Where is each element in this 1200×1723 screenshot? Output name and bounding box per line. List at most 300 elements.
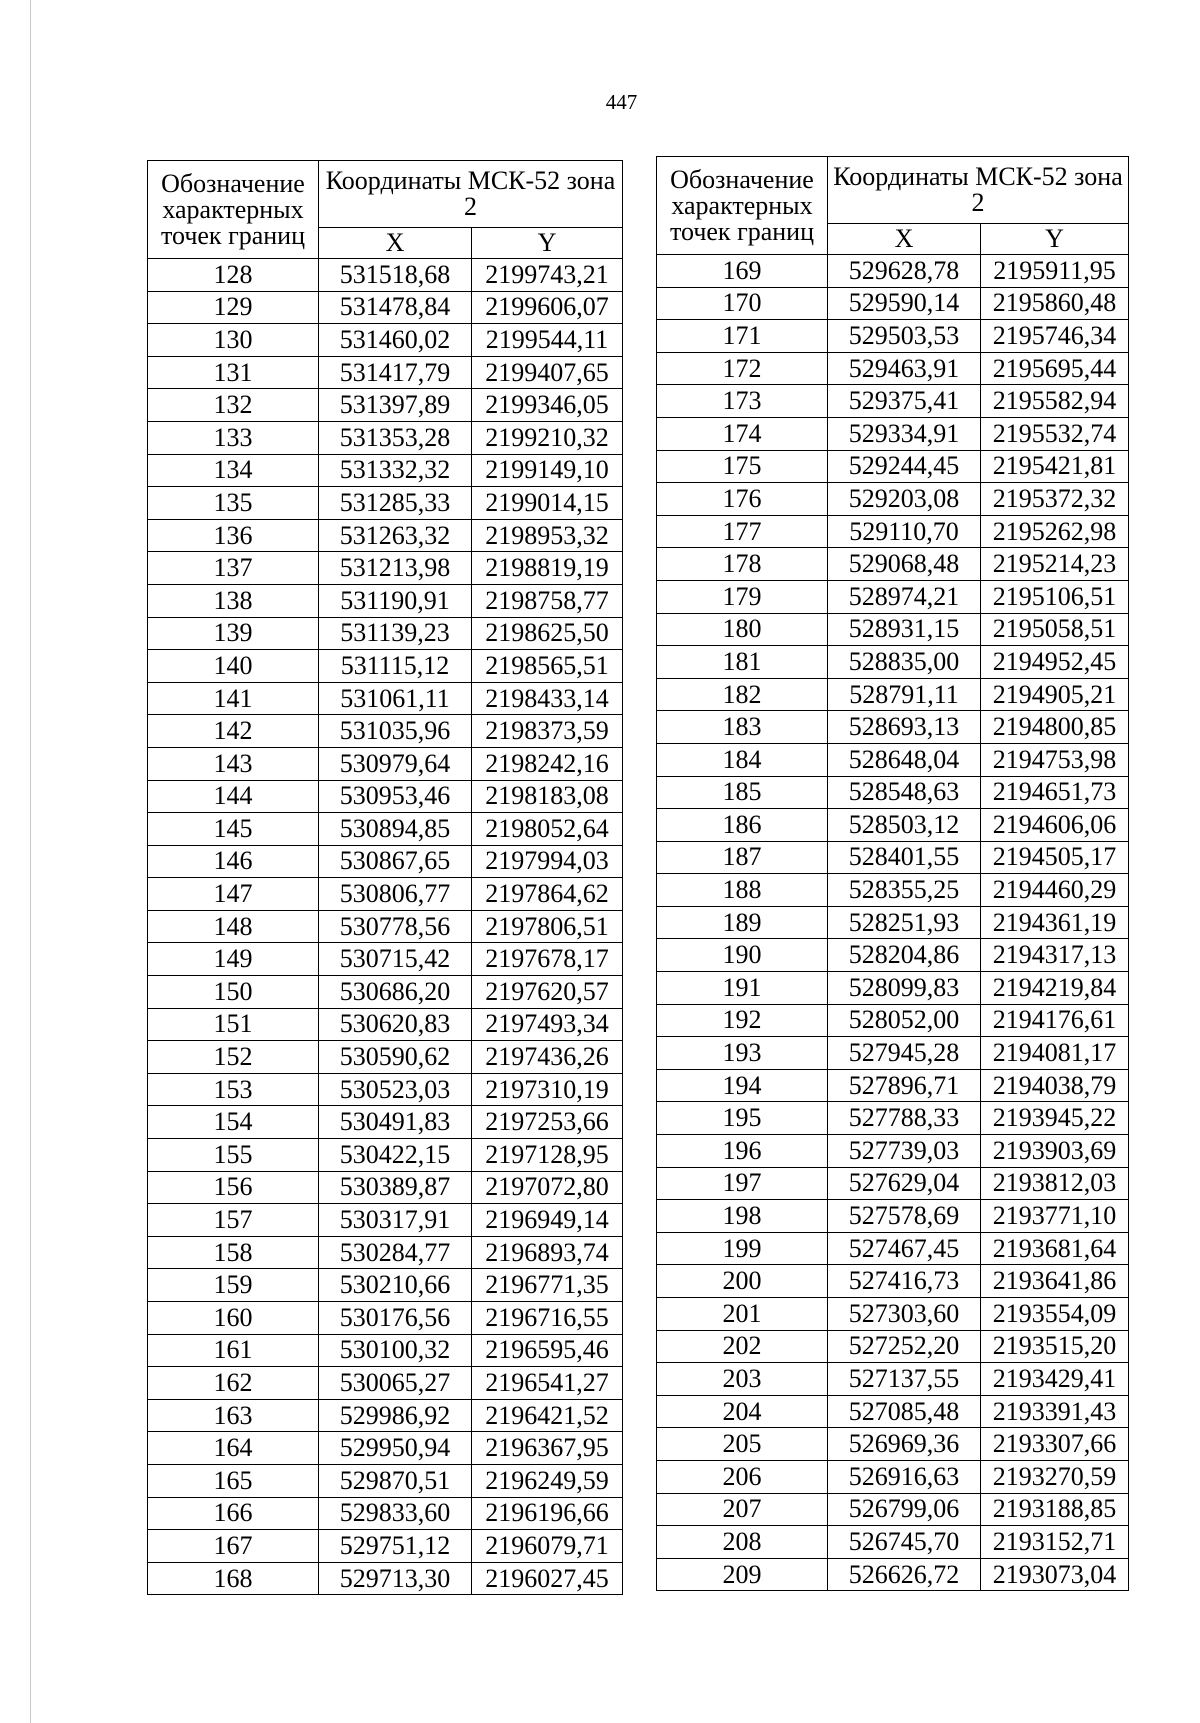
point-number-cell: 194 xyxy=(657,1069,828,1102)
x-coordinate-cell: 531397,89 xyxy=(319,389,472,422)
y-coordinate-cell: 2197493,34 xyxy=(472,1008,623,1041)
point-number-cell: 136 xyxy=(148,519,319,552)
point-number-cell: 128 xyxy=(148,259,319,292)
y-coordinate-cell: 2195372,32 xyxy=(981,483,1129,516)
table-row xyxy=(657,1428,1129,1461)
table-row xyxy=(657,809,1129,842)
point-number-cell: 181 xyxy=(657,646,828,679)
column-header-point-designation: Обозначение характерных точек границ xyxy=(148,161,319,259)
table-row xyxy=(148,747,623,780)
table-row xyxy=(657,1395,1129,1428)
table-row xyxy=(657,874,1129,907)
y-coordinate-cell: 2197072,80 xyxy=(472,1171,623,1204)
point-number-cell: 129 xyxy=(148,291,319,324)
x-coordinate-cell: 527788,33 xyxy=(828,1102,981,1135)
y-coordinate-cell: 2194800,85 xyxy=(981,711,1129,744)
point-number-cell: 191 xyxy=(657,972,828,1005)
x-coordinate-cell: 528548,63 xyxy=(828,776,981,809)
y-coordinate-cell: 2198819,19 xyxy=(472,552,623,585)
table-row xyxy=(657,548,1129,581)
point-number-cell: 143 xyxy=(148,747,319,780)
table-row xyxy=(148,552,623,585)
y-coordinate-cell: 2193903,69 xyxy=(981,1135,1129,1168)
coordinates-table-right xyxy=(656,156,1129,1591)
table-row xyxy=(148,1041,623,1074)
point-number-cell: 204 xyxy=(657,1395,828,1428)
y-coordinate-cell: 2193681,64 xyxy=(981,1232,1129,1265)
y-coordinate-cell: 2195532,74 xyxy=(981,417,1129,450)
table-row xyxy=(148,682,623,715)
table-row xyxy=(657,939,1129,972)
table-row xyxy=(148,421,623,454)
x-coordinate-cell: 530523,03 xyxy=(319,1073,472,1106)
table-row xyxy=(657,1363,1129,1396)
y-coordinate-cell: 2193812,03 xyxy=(981,1167,1129,1200)
y-coordinate-cell: 2194038,79 xyxy=(981,1069,1129,1102)
table-row xyxy=(148,324,623,357)
coordinates-table-left xyxy=(147,160,623,1595)
point-number-cell: 198 xyxy=(657,1200,828,1233)
y-coordinate-cell: 2194081,17 xyxy=(981,1037,1129,1070)
table-row xyxy=(148,910,623,943)
table-row xyxy=(657,1167,1129,1200)
point-number-cell: 201 xyxy=(657,1298,828,1331)
x-coordinate-cell: 530806,77 xyxy=(319,878,472,911)
table-row xyxy=(657,1004,1129,1037)
point-number-cell: 131 xyxy=(148,356,319,389)
x-coordinate-cell: 526969,36 xyxy=(828,1428,981,1461)
y-coordinate-cell: 2194905,21 xyxy=(981,678,1129,711)
x-coordinate-cell: 528099,83 xyxy=(828,972,981,1005)
y-coordinate-cell: 2194176,61 xyxy=(981,1004,1129,1037)
x-coordinate-cell: 529244,45 xyxy=(828,450,981,483)
x-coordinate-cell: 530284,77 xyxy=(319,1236,472,1269)
y-coordinate-cell: 2196249,59 xyxy=(472,1464,623,1497)
x-coordinate-cell: 529110,70 xyxy=(828,515,981,548)
y-coordinate-cell: 2193188,85 xyxy=(981,1493,1129,1526)
table-row xyxy=(657,483,1129,516)
point-number-cell: 147 xyxy=(148,878,319,911)
x-coordinate-cell: 530389,87 xyxy=(319,1171,472,1204)
y-coordinate-cell: 2196541,27 xyxy=(472,1367,623,1400)
point-number-cell: 185 xyxy=(657,776,828,809)
y-coordinate-cell: 2193073,04 xyxy=(981,1558,1129,1591)
x-coordinate-cell: 530620,83 xyxy=(319,1008,472,1041)
point-number-cell: 149 xyxy=(148,943,319,976)
table-row xyxy=(148,1106,623,1139)
x-coordinate-cell: 529334,91 xyxy=(828,417,981,450)
y-coordinate-cell: 2199743,21 xyxy=(472,259,623,292)
point-number-cell: 166 xyxy=(148,1497,319,1530)
table-row xyxy=(148,1073,623,1106)
table-row xyxy=(657,1102,1129,1135)
point-number-cell: 139 xyxy=(148,617,319,650)
x-coordinate-cell: 530953,46 xyxy=(319,780,472,813)
table-row xyxy=(148,1236,623,1269)
table-row xyxy=(148,1562,623,1595)
x-coordinate-cell: 527303,60 xyxy=(828,1298,981,1331)
y-coordinate-cell: 2194219,84 xyxy=(981,972,1129,1005)
x-coordinate-cell: 527137,55 xyxy=(828,1363,981,1396)
x-coordinate-cell: 527085,48 xyxy=(828,1395,981,1428)
table-row xyxy=(148,780,623,813)
point-number-cell: 169 xyxy=(657,255,828,288)
column-header-coordinates: Координаты МСК-52 зона 2 xyxy=(828,157,1129,224)
y-coordinate-cell: 2193307,66 xyxy=(981,1428,1129,1461)
point-number-cell: 162 xyxy=(148,1367,319,1400)
table-row xyxy=(657,678,1129,711)
x-coordinate-cell: 529068,48 xyxy=(828,548,981,581)
table-row xyxy=(148,1464,623,1497)
point-number-cell: 168 xyxy=(148,1562,319,1595)
point-number-cell: 179 xyxy=(657,580,828,613)
point-number-cell: 133 xyxy=(148,421,319,454)
y-coordinate-cell: 2193152,71 xyxy=(981,1526,1129,1559)
x-coordinate-cell: 530100,32 xyxy=(319,1334,472,1367)
y-coordinate-cell: 2193641,86 xyxy=(981,1265,1129,1298)
y-coordinate-cell: 2193554,09 xyxy=(981,1298,1129,1331)
y-coordinate-cell: 2199014,15 xyxy=(472,487,623,520)
table-row xyxy=(148,259,623,292)
table-row xyxy=(657,1232,1129,1265)
x-coordinate-cell: 529986,92 xyxy=(319,1399,472,1432)
x-coordinate-cell: 526799,06 xyxy=(828,1493,981,1526)
x-coordinate-cell: 529870,51 xyxy=(319,1464,472,1497)
point-number-cell: 175 xyxy=(657,450,828,483)
table-row xyxy=(148,1302,623,1335)
table-row xyxy=(148,813,623,846)
table-row xyxy=(657,1460,1129,1493)
point-number-cell: 189 xyxy=(657,906,828,939)
x-coordinate-cell: 531213,98 xyxy=(319,552,472,585)
point-number-cell: 180 xyxy=(657,613,828,646)
table-row xyxy=(657,1265,1129,1298)
x-coordinate-cell: 529203,08 xyxy=(828,483,981,516)
table-row xyxy=(657,972,1129,1005)
y-coordinate-cell: 2197128,95 xyxy=(472,1139,623,1172)
table-row xyxy=(148,1367,623,1400)
table-row xyxy=(657,906,1129,939)
table-row xyxy=(148,487,623,520)
table-row xyxy=(148,943,623,976)
point-number-cell: 148 xyxy=(148,910,319,943)
y-coordinate-cell: 2197436,26 xyxy=(472,1041,623,1074)
column-header-x: X xyxy=(828,224,981,255)
x-coordinate-cell: 530590,62 xyxy=(319,1041,472,1074)
table-row xyxy=(148,1399,623,1432)
point-number-cell: 207 xyxy=(657,1493,828,1526)
x-coordinate-cell: 529751,12 xyxy=(319,1530,472,1563)
table-row xyxy=(657,1298,1129,1331)
table-row xyxy=(148,1008,623,1041)
table-row xyxy=(148,1269,623,1302)
x-coordinate-cell: 527467,45 xyxy=(828,1232,981,1265)
y-coordinate-cell: 2195262,98 xyxy=(981,515,1129,548)
y-coordinate-cell: 2196367,95 xyxy=(472,1432,623,1465)
x-coordinate-cell: 529713,30 xyxy=(319,1562,472,1595)
table-row xyxy=(657,450,1129,483)
point-number-cell: 192 xyxy=(657,1004,828,1037)
x-coordinate-cell: 528355,25 xyxy=(828,874,981,907)
point-number-cell: 200 xyxy=(657,1265,828,1298)
y-coordinate-cell: 2197864,62 xyxy=(472,878,623,911)
point-number-cell: 196 xyxy=(657,1135,828,1168)
point-number-cell: 161 xyxy=(148,1334,319,1367)
column-header-point-designation: Обозначение характерных точек границ xyxy=(657,157,828,255)
point-number-cell: 135 xyxy=(148,487,319,520)
x-coordinate-cell: 531417,79 xyxy=(319,356,472,389)
table-row xyxy=(657,711,1129,744)
table-row xyxy=(657,776,1129,809)
y-coordinate-cell: 2197310,19 xyxy=(472,1073,623,1106)
x-coordinate-cell: 530422,15 xyxy=(319,1139,472,1172)
point-number-cell: 195 xyxy=(657,1102,828,1135)
y-coordinate-cell: 2198758,77 xyxy=(472,584,623,617)
column-header-y: Y xyxy=(472,228,623,259)
x-coordinate-cell: 526626,72 xyxy=(828,1558,981,1591)
point-number-cell: 165 xyxy=(148,1464,319,1497)
point-number-cell: 183 xyxy=(657,711,828,744)
point-number-cell: 199 xyxy=(657,1232,828,1265)
x-coordinate-cell: 528835,00 xyxy=(828,646,981,679)
point-number-cell: 186 xyxy=(657,809,828,842)
x-coordinate-cell: 530867,65 xyxy=(319,845,472,878)
x-coordinate-cell: 528204,86 xyxy=(828,939,981,972)
point-number-cell: 138 xyxy=(148,584,319,617)
table-row xyxy=(657,1330,1129,1363)
point-number-cell: 145 xyxy=(148,813,319,846)
point-number-cell: 184 xyxy=(657,743,828,776)
y-coordinate-cell: 2198953,32 xyxy=(472,519,623,552)
x-coordinate-cell: 530778,56 xyxy=(319,910,472,943)
x-coordinate-cell: 531139,23 xyxy=(319,617,472,650)
y-coordinate-cell: 2198625,50 xyxy=(472,617,623,650)
y-coordinate-cell: 2195058,51 xyxy=(981,613,1129,646)
point-number-cell: 182 xyxy=(657,678,828,711)
point-number-cell: 203 xyxy=(657,1363,828,1396)
table-row xyxy=(657,1526,1129,1559)
x-coordinate-cell: 530686,20 xyxy=(319,976,472,1009)
y-coordinate-cell: 2198242,16 xyxy=(472,747,623,780)
point-number-cell: 197 xyxy=(657,1167,828,1200)
table-row xyxy=(657,1558,1129,1591)
y-coordinate-cell: 2198565,51 xyxy=(472,650,623,683)
x-coordinate-cell: 530979,64 xyxy=(319,747,472,780)
point-number-cell: 205 xyxy=(657,1428,828,1461)
x-coordinate-cell: 531285,33 xyxy=(319,487,472,520)
point-number-cell: 160 xyxy=(148,1302,319,1335)
table-row xyxy=(657,613,1129,646)
point-number-cell: 209 xyxy=(657,1558,828,1591)
point-number-cell: 202 xyxy=(657,1330,828,1363)
x-coordinate-cell: 530491,83 xyxy=(319,1106,472,1139)
table-row xyxy=(657,385,1129,418)
point-number-cell: 158 xyxy=(148,1236,319,1269)
y-coordinate-cell: 2197678,17 xyxy=(472,943,623,976)
page-number: 447 xyxy=(605,90,638,114)
y-coordinate-cell: 2194505,17 xyxy=(981,841,1129,874)
y-coordinate-cell: 2193515,20 xyxy=(981,1330,1129,1363)
point-number-cell: 178 xyxy=(657,548,828,581)
x-coordinate-cell: 531263,32 xyxy=(319,519,472,552)
point-number-cell: 156 xyxy=(148,1171,319,1204)
y-coordinate-cell: 2198052,64 xyxy=(472,813,623,846)
point-number-cell: 176 xyxy=(657,483,828,516)
point-number-cell: 167 xyxy=(148,1530,319,1563)
x-coordinate-cell: 530715,42 xyxy=(319,943,472,976)
table-row xyxy=(148,845,623,878)
y-coordinate-cell: 2198183,08 xyxy=(472,780,623,813)
table-row xyxy=(148,878,623,911)
column-header-y: Y xyxy=(981,224,1129,255)
table-row xyxy=(148,1334,623,1367)
y-coordinate-cell: 2194952,45 xyxy=(981,646,1129,679)
x-coordinate-cell: 530317,91 xyxy=(319,1204,472,1237)
x-coordinate-cell: 529375,41 xyxy=(828,385,981,418)
x-coordinate-cell: 527739,03 xyxy=(828,1135,981,1168)
point-number-cell: 174 xyxy=(657,417,828,450)
y-coordinate-cell: 2196771,35 xyxy=(472,1269,623,1302)
table-row xyxy=(657,320,1129,353)
point-number-cell: 150 xyxy=(148,976,319,1009)
point-number-cell: 134 xyxy=(148,454,319,487)
x-coordinate-cell: 528693,13 xyxy=(828,711,981,744)
y-coordinate-cell: 2194317,13 xyxy=(981,939,1129,972)
x-coordinate-cell: 526916,63 xyxy=(828,1460,981,1493)
y-coordinate-cell: 2199210,32 xyxy=(472,421,623,454)
table-row xyxy=(657,287,1129,320)
x-coordinate-cell: 529950,94 xyxy=(319,1432,472,1465)
x-coordinate-cell: 529463,91 xyxy=(828,352,981,385)
y-coordinate-cell: 2196079,71 xyxy=(472,1530,623,1563)
x-coordinate-cell: 528974,21 xyxy=(828,580,981,613)
x-coordinate-cell: 526745,70 xyxy=(828,1526,981,1559)
table-row xyxy=(657,580,1129,613)
point-number-cell: 170 xyxy=(657,287,828,320)
x-coordinate-cell: 530210,66 xyxy=(319,1269,472,1302)
point-number-cell: 154 xyxy=(148,1106,319,1139)
table-row xyxy=(148,650,623,683)
y-coordinate-cell: 2194753,98 xyxy=(981,743,1129,776)
column-header-coordinates: Координаты МСК-52 зона 2 xyxy=(319,161,623,228)
point-number-cell: 177 xyxy=(657,515,828,548)
y-coordinate-cell: 2194460,29 xyxy=(981,874,1129,907)
y-coordinate-cell: 2195582,94 xyxy=(981,385,1129,418)
y-coordinate-cell: 2195695,44 xyxy=(981,352,1129,385)
x-coordinate-cell: 528503,12 xyxy=(828,809,981,842)
x-coordinate-cell: 528401,55 xyxy=(828,841,981,874)
x-coordinate-cell: 528251,93 xyxy=(828,906,981,939)
y-coordinate-cell: 2199149,10 xyxy=(472,454,623,487)
point-number-cell: 137 xyxy=(148,552,319,585)
point-number-cell: 130 xyxy=(148,324,319,357)
table-row xyxy=(148,389,623,422)
y-coordinate-cell: 2195106,51 xyxy=(981,580,1129,613)
table-row xyxy=(657,417,1129,450)
table-row xyxy=(148,976,623,1009)
table-row xyxy=(657,743,1129,776)
table-row xyxy=(657,1200,1129,1233)
x-coordinate-cell: 527629,04 xyxy=(828,1167,981,1200)
y-coordinate-cell: 2197994,03 xyxy=(472,845,623,878)
table-row xyxy=(148,1497,623,1530)
table-row xyxy=(148,584,623,617)
table-row xyxy=(657,1135,1129,1168)
x-coordinate-cell: 531061,11 xyxy=(319,682,472,715)
x-coordinate-cell: 531460,02 xyxy=(319,324,472,357)
point-number-cell: 206 xyxy=(657,1460,828,1493)
x-coordinate-cell: 529590,14 xyxy=(828,287,981,320)
y-coordinate-cell: 2196595,46 xyxy=(472,1334,623,1367)
point-number-cell: 208 xyxy=(657,1526,828,1559)
table-row xyxy=(657,646,1129,679)
x-coordinate-cell: 527416,73 xyxy=(828,1265,981,1298)
table-row xyxy=(148,715,623,748)
point-number-cell: 142 xyxy=(148,715,319,748)
x-coordinate-cell: 527578,69 xyxy=(828,1200,981,1233)
table-row xyxy=(148,1530,623,1563)
y-coordinate-cell: 2198373,59 xyxy=(472,715,623,748)
table-row xyxy=(657,352,1129,385)
y-coordinate-cell: 2195746,34 xyxy=(981,320,1129,353)
y-coordinate-cell: 2199346,05 xyxy=(472,389,623,422)
y-coordinate-cell: 2193391,43 xyxy=(981,1395,1129,1428)
y-coordinate-cell: 2193429,41 xyxy=(981,1363,1129,1396)
y-coordinate-cell: 2197253,66 xyxy=(472,1106,623,1139)
point-number-cell: 155 xyxy=(148,1139,319,1172)
table-row xyxy=(657,255,1129,288)
y-coordinate-cell: 2195860,48 xyxy=(981,287,1129,320)
table-row xyxy=(148,1171,623,1204)
point-number-cell: 171 xyxy=(657,320,828,353)
x-coordinate-cell: 531190,91 xyxy=(319,584,472,617)
x-coordinate-cell: 530176,56 xyxy=(319,1302,472,1335)
point-number-cell: 193 xyxy=(657,1037,828,1070)
y-coordinate-cell: 2194651,73 xyxy=(981,776,1129,809)
column-header-x: X xyxy=(319,228,472,259)
table-row xyxy=(657,1037,1129,1070)
x-coordinate-cell: 529503,53 xyxy=(828,320,981,353)
point-number-cell: 159 xyxy=(148,1269,319,1302)
y-coordinate-cell: 2199407,65 xyxy=(472,356,623,389)
y-coordinate-cell: 2193945,22 xyxy=(981,1102,1129,1135)
table-row xyxy=(148,1204,623,1237)
table-row xyxy=(657,1493,1129,1526)
y-coordinate-cell: 2199606,07 xyxy=(472,291,623,324)
point-number-cell: 188 xyxy=(657,874,828,907)
y-coordinate-cell: 2196421,52 xyxy=(472,1399,623,1432)
x-coordinate-cell: 529833,60 xyxy=(319,1497,472,1530)
y-coordinate-cell: 2196893,74 xyxy=(472,1236,623,1269)
point-number-cell: 146 xyxy=(148,845,319,878)
table-row xyxy=(148,1432,623,1465)
point-number-cell: 172 xyxy=(657,352,828,385)
x-coordinate-cell: 531332,32 xyxy=(319,454,472,487)
y-coordinate-cell: 2193771,10 xyxy=(981,1200,1129,1233)
y-coordinate-cell: 2195911,95 xyxy=(981,255,1129,288)
x-coordinate-cell: 530065,27 xyxy=(319,1367,472,1400)
x-coordinate-cell: 528648,04 xyxy=(828,743,981,776)
point-number-cell: 173 xyxy=(657,385,828,418)
x-coordinate-cell: 527945,28 xyxy=(828,1037,981,1070)
y-coordinate-cell: 2198433,14 xyxy=(472,682,623,715)
point-number-cell: 132 xyxy=(148,389,319,422)
table-row xyxy=(657,515,1129,548)
table-row xyxy=(148,454,623,487)
point-number-cell: 151 xyxy=(148,1008,319,1041)
table-row xyxy=(657,1069,1129,1102)
point-number-cell: 163 xyxy=(148,1399,319,1432)
